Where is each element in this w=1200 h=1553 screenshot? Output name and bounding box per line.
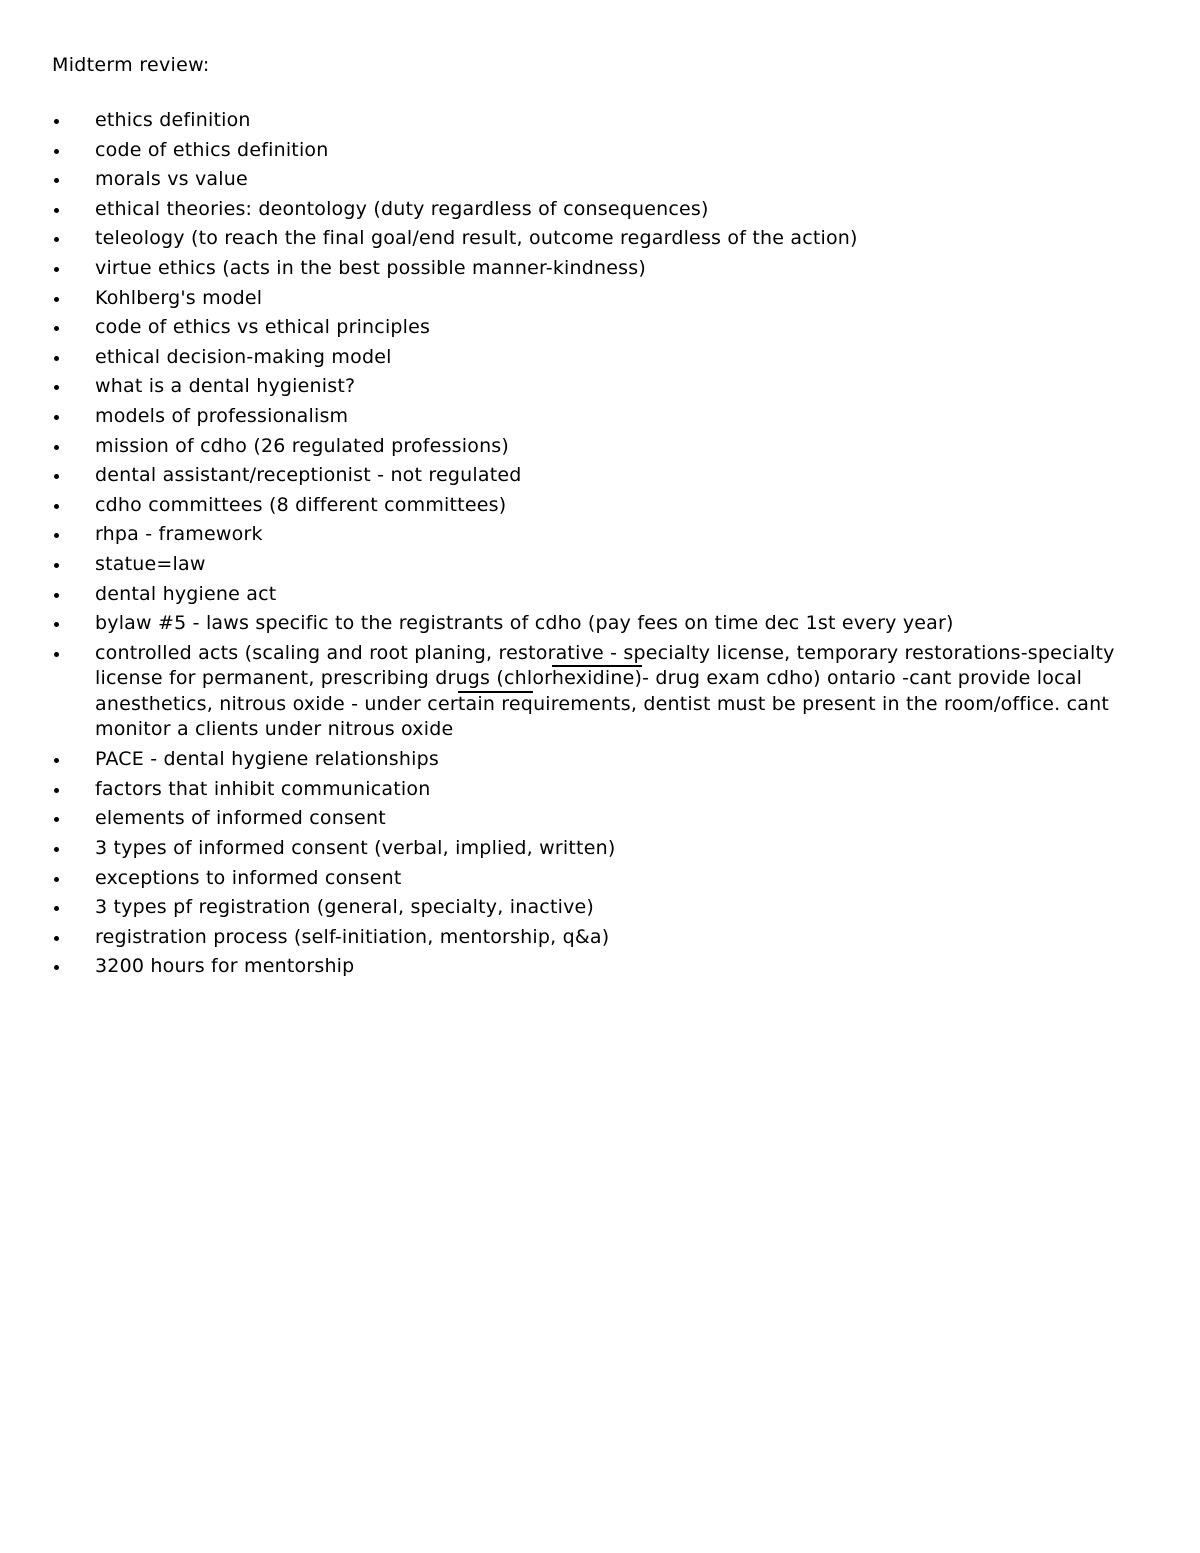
bullet-icon bbox=[54, 906, 59, 911]
list-item-text: 3200 hours for mentorship bbox=[95, 955, 355, 978]
list-item bbox=[0, 747, 1200, 772]
list-item-text: PACE - dental hygiene relationships bbox=[95, 748, 439, 771]
list-item bbox=[0, 226, 1200, 251]
list-item bbox=[0, 836, 1200, 861]
list-item-text: virtue ethics (acts in the best possible manner-kindness) bbox=[95, 256, 646, 279]
list-item-text: ethical theories: deontology (duty regardless of consequences) bbox=[95, 197, 709, 220]
list-item-text: morals vs value bbox=[95, 168, 248, 191]
bullet-icon bbox=[54, 297, 59, 302]
bullet-icon bbox=[54, 445, 59, 450]
list-item bbox=[0, 777, 1200, 802]
list-item-text: code of ethics definition bbox=[95, 138, 329, 161]
bullet-icon bbox=[54, 119, 59, 124]
list-item-text: 3 types pf registration (general, specialty, inactive) bbox=[95, 896, 595, 919]
bullet-icon bbox=[54, 208, 59, 213]
list-item bbox=[0, 197, 1200, 222]
list-item-text: bylaw #5 - laws specific to the registrants of cdho (pay fees on time dec 1st every year) bbox=[95, 612, 954, 635]
list-item bbox=[0, 806, 1200, 831]
list-item bbox=[0, 866, 1200, 891]
bullet-icon bbox=[54, 385, 59, 390]
overlined-text: hexidine) bbox=[551, 667, 643, 690]
bullet-icon bbox=[54, 415, 59, 420]
list-item-text: models of professionalism bbox=[95, 404, 349, 427]
list-item-text: code of ethics vs ethical principles bbox=[95, 316, 431, 339]
bullet-icon bbox=[54, 474, 59, 479]
list-item bbox=[0, 493, 1200, 518]
list-item-text: mission of cdho (26 regulated professions) bbox=[95, 434, 510, 457]
bullet-icon bbox=[54, 178, 59, 183]
list-item-text: elements of informed consent bbox=[95, 807, 386, 830]
page-title: Midterm review: bbox=[52, 54, 210, 76]
list-item bbox=[0, 925, 1200, 950]
list-item bbox=[0, 138, 1200, 163]
list-item bbox=[0, 434, 1200, 459]
bullet-icon bbox=[54, 847, 59, 852]
list-item bbox=[0, 582, 1200, 607]
list-item bbox=[0, 611, 1200, 636]
list-item-text: rhpa - framework bbox=[95, 523, 263, 546]
bullet-icon bbox=[54, 758, 59, 763]
list-item-text: ethical decision-making model bbox=[95, 345, 392, 368]
list-item-text: cdho committees (8 different committees) bbox=[95, 493, 507, 516]
bullet-icon bbox=[54, 267, 59, 272]
list-item bbox=[0, 256, 1200, 281]
bullet-icon bbox=[54, 877, 59, 882]
list-item bbox=[0, 167, 1200, 192]
list-item bbox=[0, 108, 1200, 133]
bullet-icon bbox=[54, 326, 59, 331]
bullet-icon bbox=[54, 622, 59, 627]
bullet-icon bbox=[54, 788, 59, 793]
list-item-text: what is a dental hygienist? bbox=[95, 375, 356, 398]
list-item bbox=[0, 374, 1200, 399]
review-list bbox=[0, 108, 1200, 984]
list-item bbox=[0, 463, 1200, 488]
list-item bbox=[0, 404, 1200, 429]
bullet-icon bbox=[54, 149, 59, 154]
list-item-text: 3 types of informed consent (verbal, implied, written) bbox=[95, 837, 616, 860]
bullet-icon bbox=[54, 965, 59, 970]
controlled-acts-text-2: - drug exam cdho) ontario -cant provide local anesthetics, nitrous oxide - under cer bbox=[95, 667, 1083, 715]
list-item-text: ethics definition bbox=[95, 109, 251, 131]
list-item-text: exceptions to informed consent bbox=[95, 866, 402, 889]
list-item bbox=[0, 315, 1200, 340]
controlled-acts-text-3: uirements, dentist must be present in the room/office. cant monitor a clients under nitrous oxide bbox=[95, 692, 1110, 741]
list-item bbox=[0, 954, 1200, 979]
bullet-icon bbox=[54, 237, 59, 242]
list-item bbox=[0, 345, 1200, 370]
bullet-icon bbox=[54, 652, 59, 657]
list-item bbox=[0, 552, 1200, 577]
bullet-icon bbox=[54, 936, 59, 941]
list-item-text: Kohlberg's model bbox=[95, 286, 263, 309]
bullet-icon bbox=[54, 563, 59, 568]
overlined-text: tain req bbox=[457, 692, 534, 715]
list-item-text: statue=law bbox=[95, 552, 206, 575]
bullet-icon bbox=[54, 533, 59, 538]
list-item-text: registration process (self-initiation, mentorship, q&a) bbox=[95, 925, 610, 948]
bullet-icon bbox=[54, 593, 59, 598]
list-item-text: teleology (to reach the final goal/end result, outcome regardless of the action) bbox=[95, 227, 858, 250]
list-item-controlled-acts bbox=[0, 641, 1200, 743]
bullet-icon bbox=[54, 356, 59, 361]
list-item-text: dental hygiene act bbox=[95, 582, 277, 605]
bullet-icon bbox=[54, 504, 59, 509]
controlled-acts-text-1: controlled acts (scaling and root planing, restorative - specialty license, temporary restorations-specialty license for permanent, prescribing drugs (chlor bbox=[95, 641, 1115, 690]
list-item-text: factors that inhibit communication bbox=[95, 777, 431, 800]
list-item bbox=[0, 522, 1200, 547]
list-item-text: dental assistant/receptionist - not regulated bbox=[95, 464, 522, 487]
bullet-icon bbox=[54, 817, 59, 822]
list-item bbox=[0, 286, 1200, 311]
list-item bbox=[0, 895, 1200, 920]
